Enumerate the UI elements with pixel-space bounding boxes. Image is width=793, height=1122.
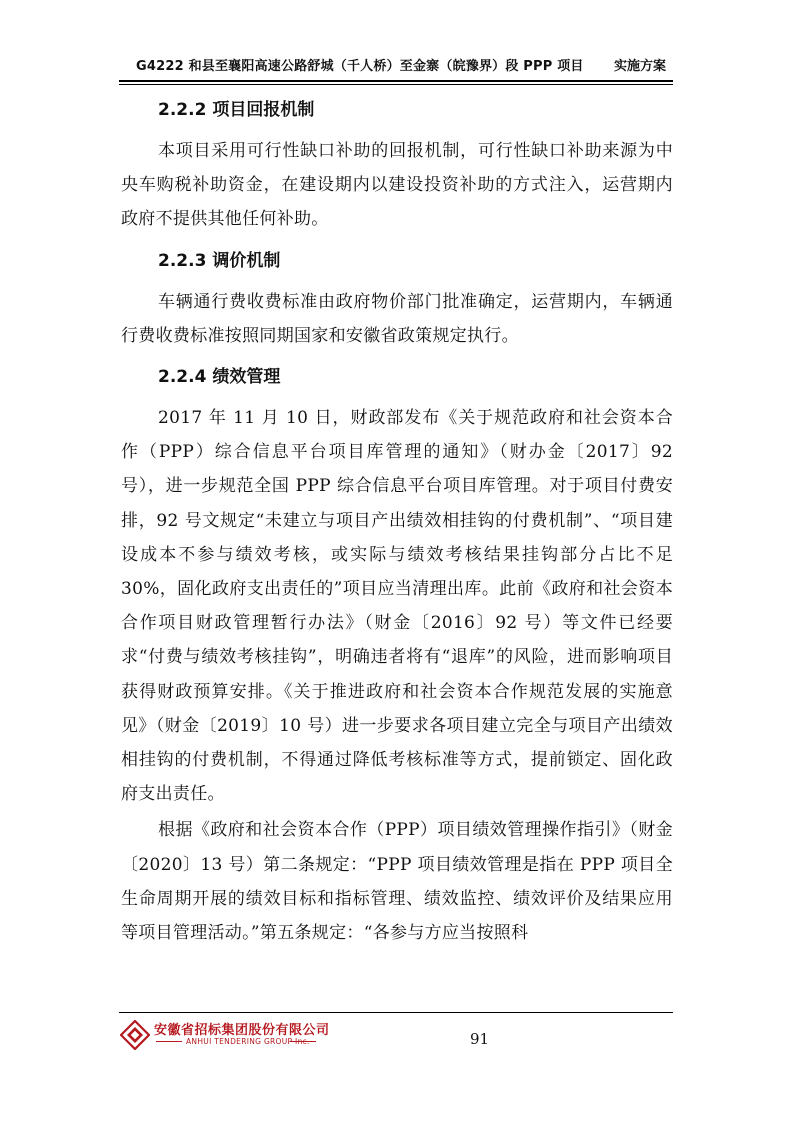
header-rule-thick [119, 80, 673, 82]
logo-divider [290, 1041, 316, 1042]
paragraph: 本项目采用可行性缺口补助的回报机制，可行性缺口补助来源为中央车购税补助资金，在建设期内以建设投资补助的方式注入，运营期内政府不提供其他任何补助。 [121, 141, 673, 230]
document-body [121, 90, 673, 950]
paragraph: 2017 年 11 月 10 日，财政部发布《关于规范政府和社会资本合作（PPP）综合信息平台项目库管理的通知》（财办金〔2017〕92 号），进一步规范全国 PPP 综合信息平台项目库管理。对于项目付费安排，92 号文规定“未建立与项目产出绩效相挂钩的付费机制”、“项目建设成本不参与绩效考核，或实际与绩效考核结果挂钩部分占比不足 30%，固化政府支出责任的”项目应当清理出库。此前《政府和社会资本合作项目财政管理暂行办法》（财金〔2016〕92 号）等文件已经要求“付费与绩效考核挂钩”，明确违者将有“退库”的风险，进而影响项目获得财政预算安排。《关于推进政府和社会资本合作规范发展的实施意见》（财金〔2019〕10 号）进一步要求各项目建立完全与项目产出绩效相挂钩的付费机制，不得通过降低考核标准等方式，提前锁定、固化政府支出责任。 [121, 408, 673, 805]
footer-rule [119, 1012, 673, 1013]
section-heading: 2.2.4 绩效管理 [158, 367, 281, 388]
paragraph: 根据《政府和社会资本合作（PPP）项目绩效管理操作指引》（财金〔2020〕13 号）第二条规定：“PPP 项目绩效管理是指在 PPP 项目全生命周期开展的绩效目标和指标管理、绩效监控、绩效评价及结果应用等项目管理活动。”第五条规定：“各参与方应当按照科 [121, 820, 673, 944]
company-logo [120, 1017, 350, 1057]
section-heading: 2.2.3 调价机制 [158, 250, 281, 271]
header-doc-type: 实施方案 [613, 59, 666, 74]
section-price-adjustment [121, 241, 673, 353]
header-title: G4222 和县至襄阳高速公路舒城（千人桥）至金寨（皖豫界）段 PPP 项目 [136, 59, 584, 74]
paragraph: 车辆通行费收费标准由政府物价部门批准确定，运营期内，车辆通行费收费标准按照同期国家和安徽省政策规定执行。 [121, 291, 673, 346]
company-name-en: ANHUI TENDERING GROUP Inc. [186, 1037, 310, 1046]
company-logo-icon [120, 1020, 150, 1050]
section-heading: 2.2.2 项目回报机制 [158, 100, 315, 120]
section-performance-management [121, 357, 673, 950]
page-number: 91 [470, 1030, 490, 1048]
logo-divider [156, 1041, 182, 1042]
section-return-mechanism [121, 90, 673, 237]
company-name-cn: 安徽省招标集团股份有限公司 [154, 1023, 330, 1038]
header-rule-thin [119, 84, 673, 85]
